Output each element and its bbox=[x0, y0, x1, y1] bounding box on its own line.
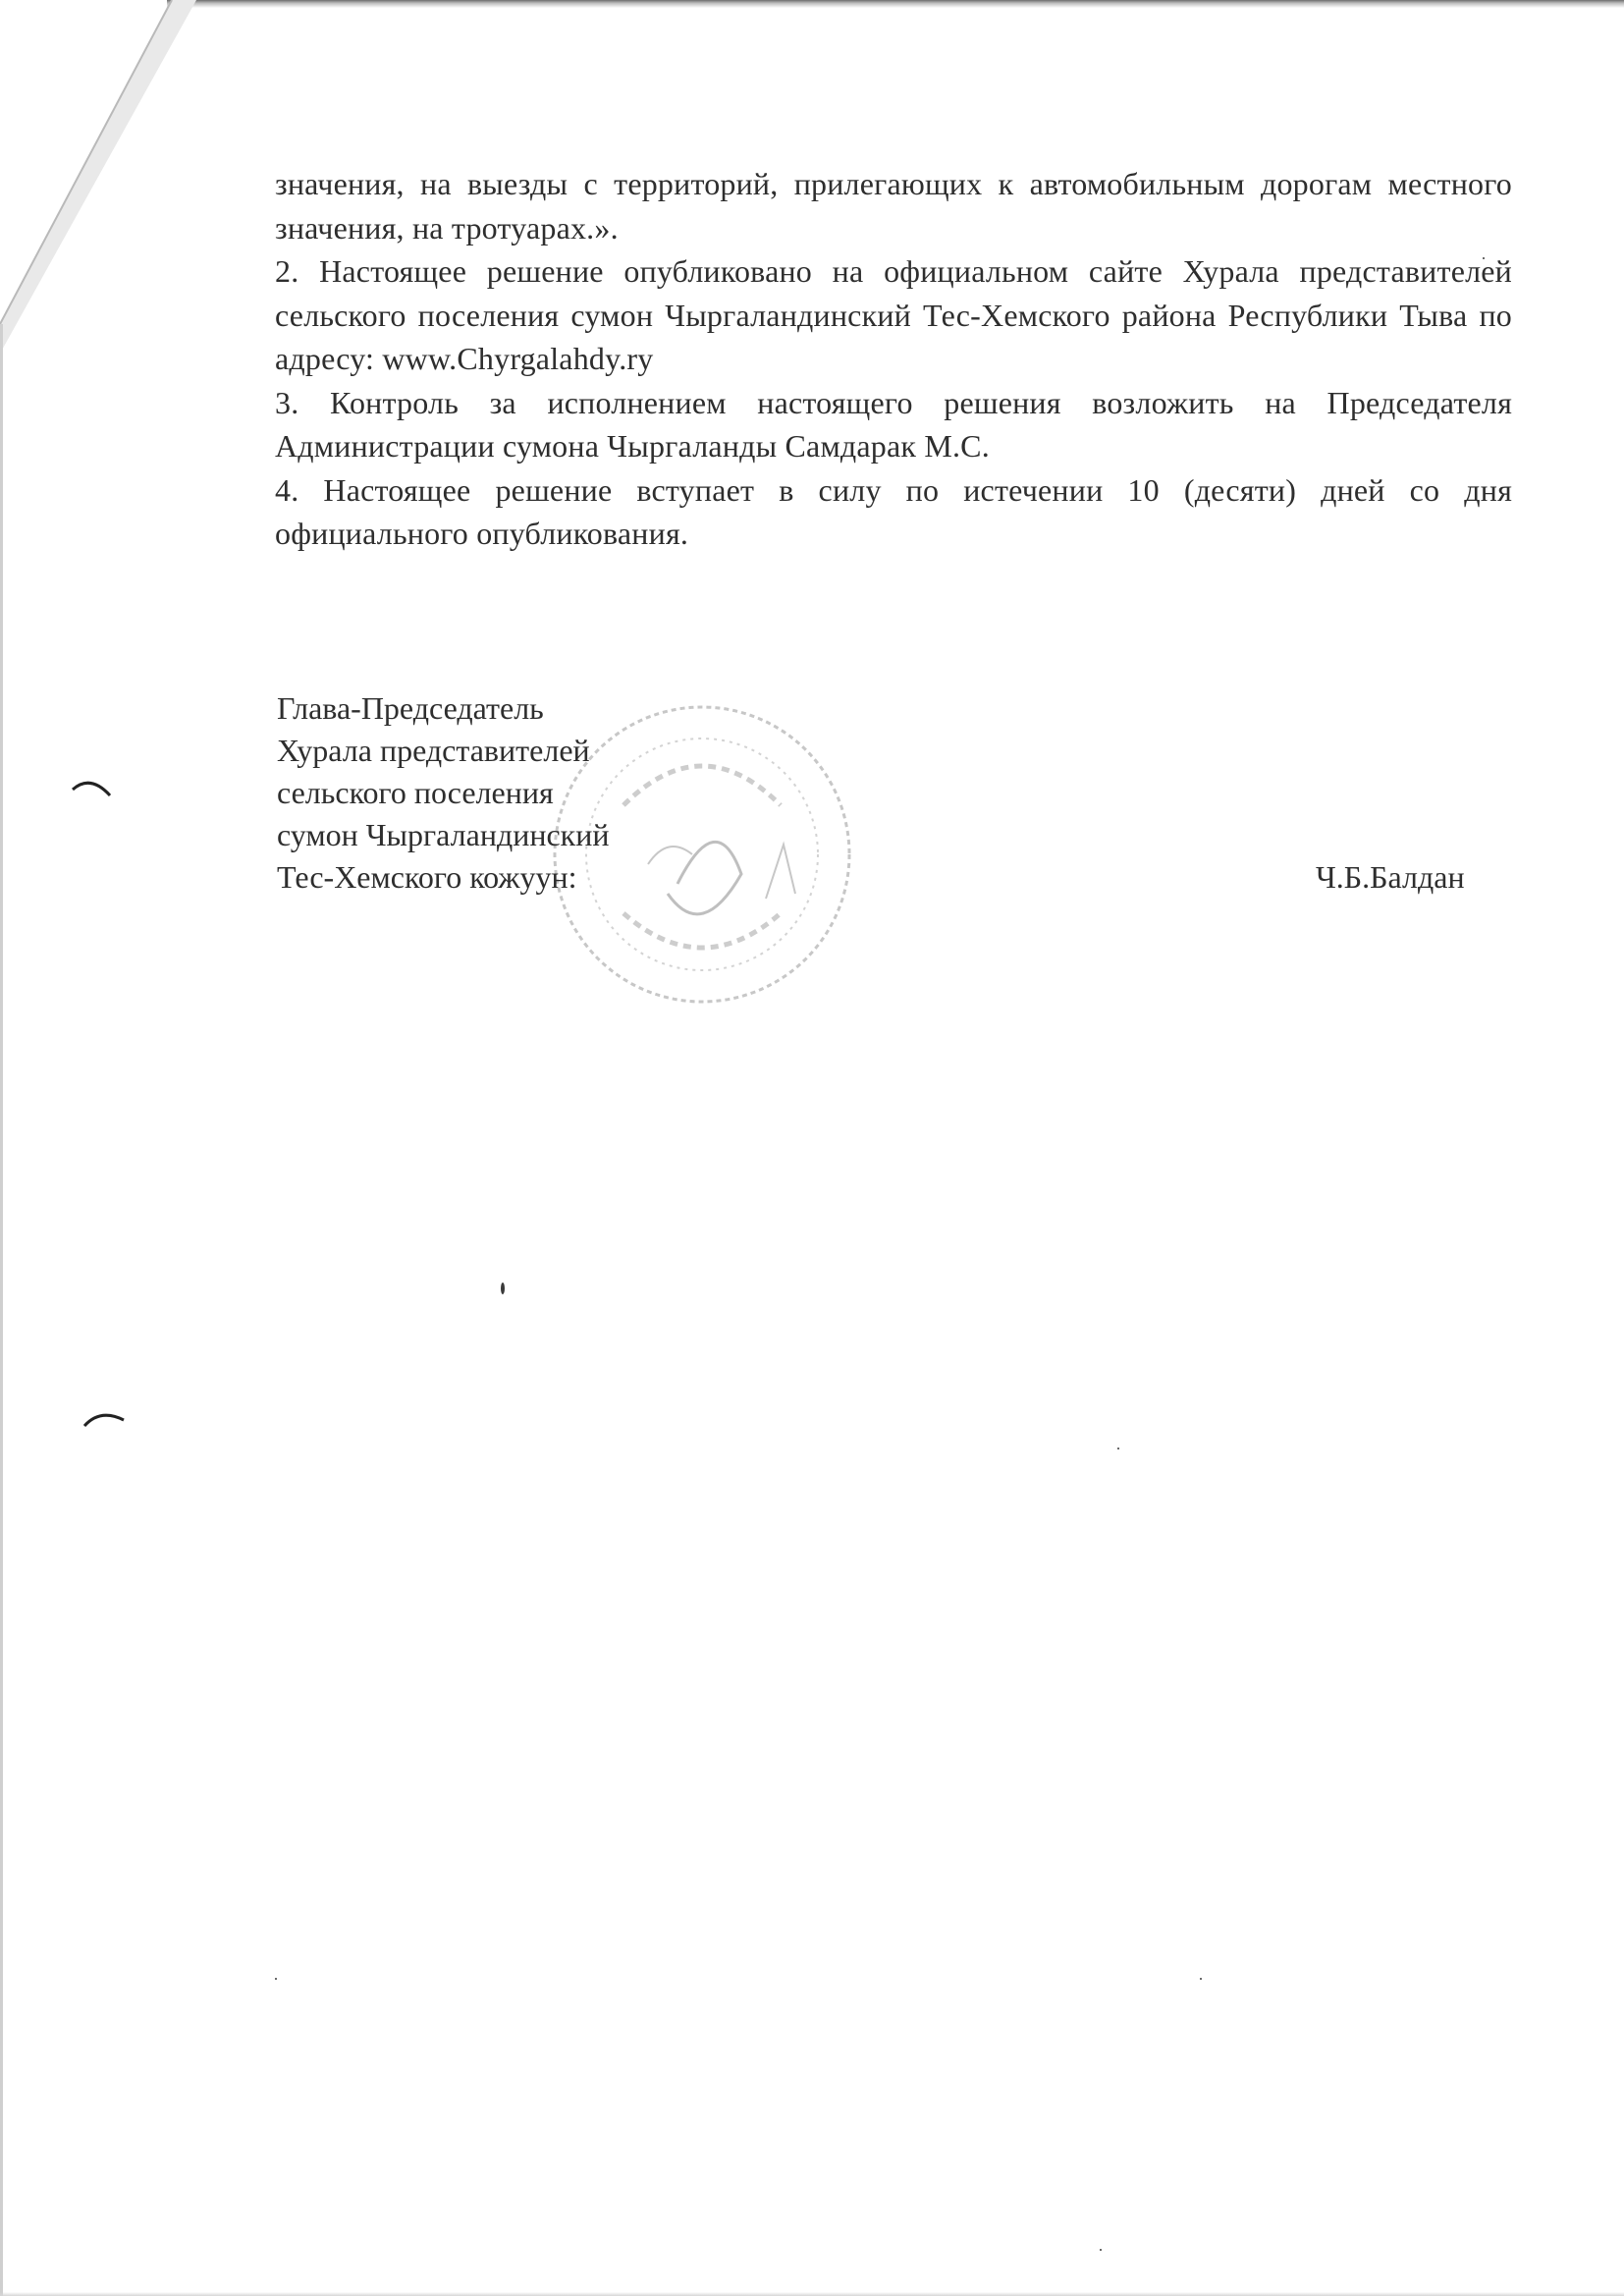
scan-top-edge bbox=[167, 0, 1624, 8]
scan-speck bbox=[1100, 2249, 1102, 2251]
signature-title-line: Глава-Председатель bbox=[277, 690, 544, 726]
signature-title-line: Хурала представителей bbox=[277, 733, 590, 768]
scan-speck bbox=[501, 1283, 505, 1294]
folded-corner-shadow bbox=[0, 0, 196, 354]
scan-speck bbox=[1200, 1978, 1202, 1980]
signatory-name: Ч.Б.Балдан bbox=[1316, 859, 1465, 895]
scan-speck bbox=[275, 1978, 277, 1980]
paragraph-item-2: 2. Настоящее решение опубликовано на официальном сайте Хурала представителей сельского поселения сумон Чыргаландинский Тес-Хемского района Республики Тыва по адресу: www.Chyrgalahdy.ry bbox=[275, 253, 1512, 376]
scan-left-edge bbox=[0, 324, 3, 2296]
punch-hole-mark bbox=[71, 776, 114, 805]
signature-title-block bbox=[277, 687, 709, 899]
paragraph-item-3: 3. Контроль за исполнением настоящего решения возложить на Председателя Администрации сумона Чыргаланды Самдарак М.С. bbox=[275, 384, 1512, 464]
scan-bottom-edge bbox=[0, 2292, 1624, 2296]
signature-title-line: сумон Чыргаландинский bbox=[277, 817, 610, 852]
paragraph-item-4: 4. Настоящее решение вступает в силу по истечении 10 (десяти) дней со дня официального опубликования. bbox=[275, 471, 1512, 551]
scan-speck bbox=[1117, 1448, 1119, 1449]
signature-title-line: сельского поселения bbox=[277, 775, 554, 810]
punch-hole-mark bbox=[82, 1404, 126, 1434]
paragraph-continuation: значения, на выезды с территорий, прилегающих к автомобильным дорогам местного значения, на тротуарах.». bbox=[275, 166, 1512, 246]
decision-body-text bbox=[275, 162, 1512, 556]
signature-title-line: Тес-Хемского кожуун: bbox=[277, 859, 577, 895]
